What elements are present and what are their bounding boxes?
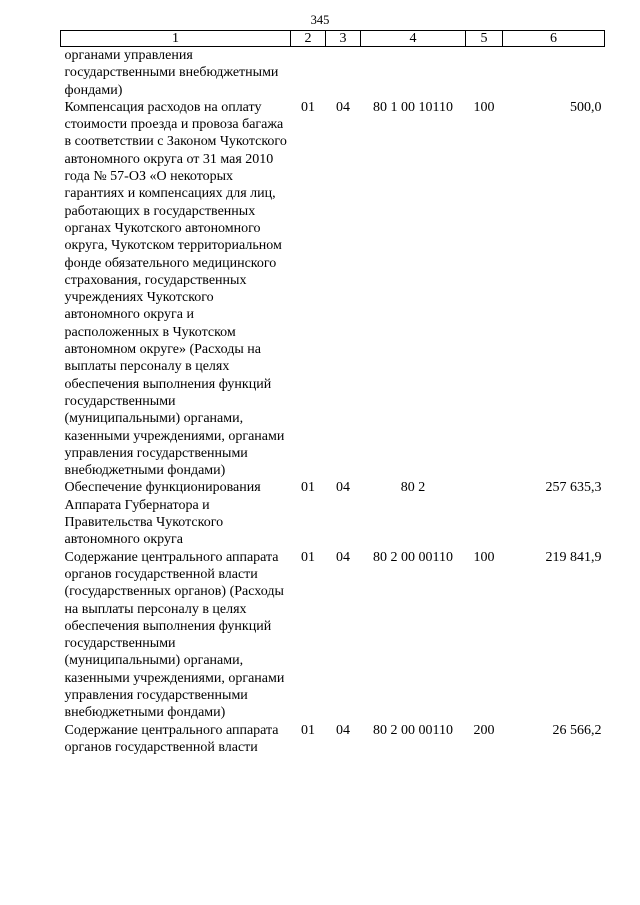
row-amount: 257 635,3 [545, 480, 602, 496]
column-header: 6 [503, 31, 605, 47]
row-expense-type: 200 [473, 722, 495, 738]
column-header: 1 [61, 31, 291, 47]
row-description: Содержание центрального аппарата органов государственной власти [64, 722, 279, 755]
row-target-article: 80 2 00 00110 [373, 722, 453, 738]
row-section: 01 [301, 722, 315, 738]
column-header: 2 [291, 31, 326, 47]
table-row [61, 549, 605, 722]
row-section [291, 47, 326, 99]
row-subsection: 04 [336, 99, 350, 115]
row-subsection: 04 [336, 480, 350, 496]
row-description: Обеспечение функционирования Аппарата Губернатора и Правительства Чукотского автономного округа [64, 480, 261, 548]
row-amount: 219 841,9 [545, 549, 602, 565]
row-expense-type: 100 [473, 549, 495, 565]
column-header: 5 [466, 31, 503, 47]
table-row [61, 722, 605, 757]
row-subsection: 04 [336, 549, 350, 565]
row-subsection: 04 [336, 722, 350, 738]
row-amount [503, 47, 605, 99]
row-section: 01 [301, 549, 315, 565]
page-number: 345 [310, 13, 330, 27]
row-target-article: 80 1 00 10110 [373, 99, 453, 115]
row-description: Содержание центрального аппарата органов государственной власти (государственных органов) (Расходы на выплаты персоналу в целях обеспечения выполнения функций государственными (муниципальными) органами, казенными учреждениями, органами управления государственными внебюджетными фондами) [64, 549, 285, 721]
budget-table [60, 30, 605, 756]
row-amount: 500,0 [570, 99, 602, 115]
table-header-row [61, 31, 605, 47]
column-header: 4 [361, 31, 466, 47]
table-row [61, 479, 605, 548]
column-header: 3 [326, 31, 361, 47]
row-expense-type: 100 [473, 99, 495, 115]
row-amount: 26 566,2 [552, 722, 602, 738]
row-description: Компенсация расходов на оплату стоимости проезда и провоза багажа в соответствии с Законом Чукотского автономного округа от 31 мая 2010 года № 57-ОЗ «О некоторых гарантиях и компенсациях для лиц, работающих в государственных органах Чукотского автономного округа, Чукотском территориальном фонде обязательного медицинского страхования, государственных учреждениях Чукотского автономного округа и расположенных в Чукотском автономном округе» (Расходы на выплаты персоналу в целях обеспечения выполнения функций государственными (муниципальными) органами, казенными учреждениями, органами управления государственными внебюджетными фондами) [64, 99, 287, 479]
row-expense-type [466, 47, 503, 99]
row-section: 01 [301, 480, 315, 496]
row-expense-type [466, 479, 503, 548]
table-row [61, 99, 605, 480]
row-description: органами управления государственными внебюджетными фондами) [64, 48, 279, 98]
row-section: 01 [301, 99, 315, 115]
row-target-article [361, 47, 466, 99]
row-subsection [326, 47, 361, 99]
row-target-article: 80 2 [400, 480, 426, 496]
row-target-article: 80 2 00 00110 [373, 549, 453, 565]
table-row [61, 47, 605, 99]
